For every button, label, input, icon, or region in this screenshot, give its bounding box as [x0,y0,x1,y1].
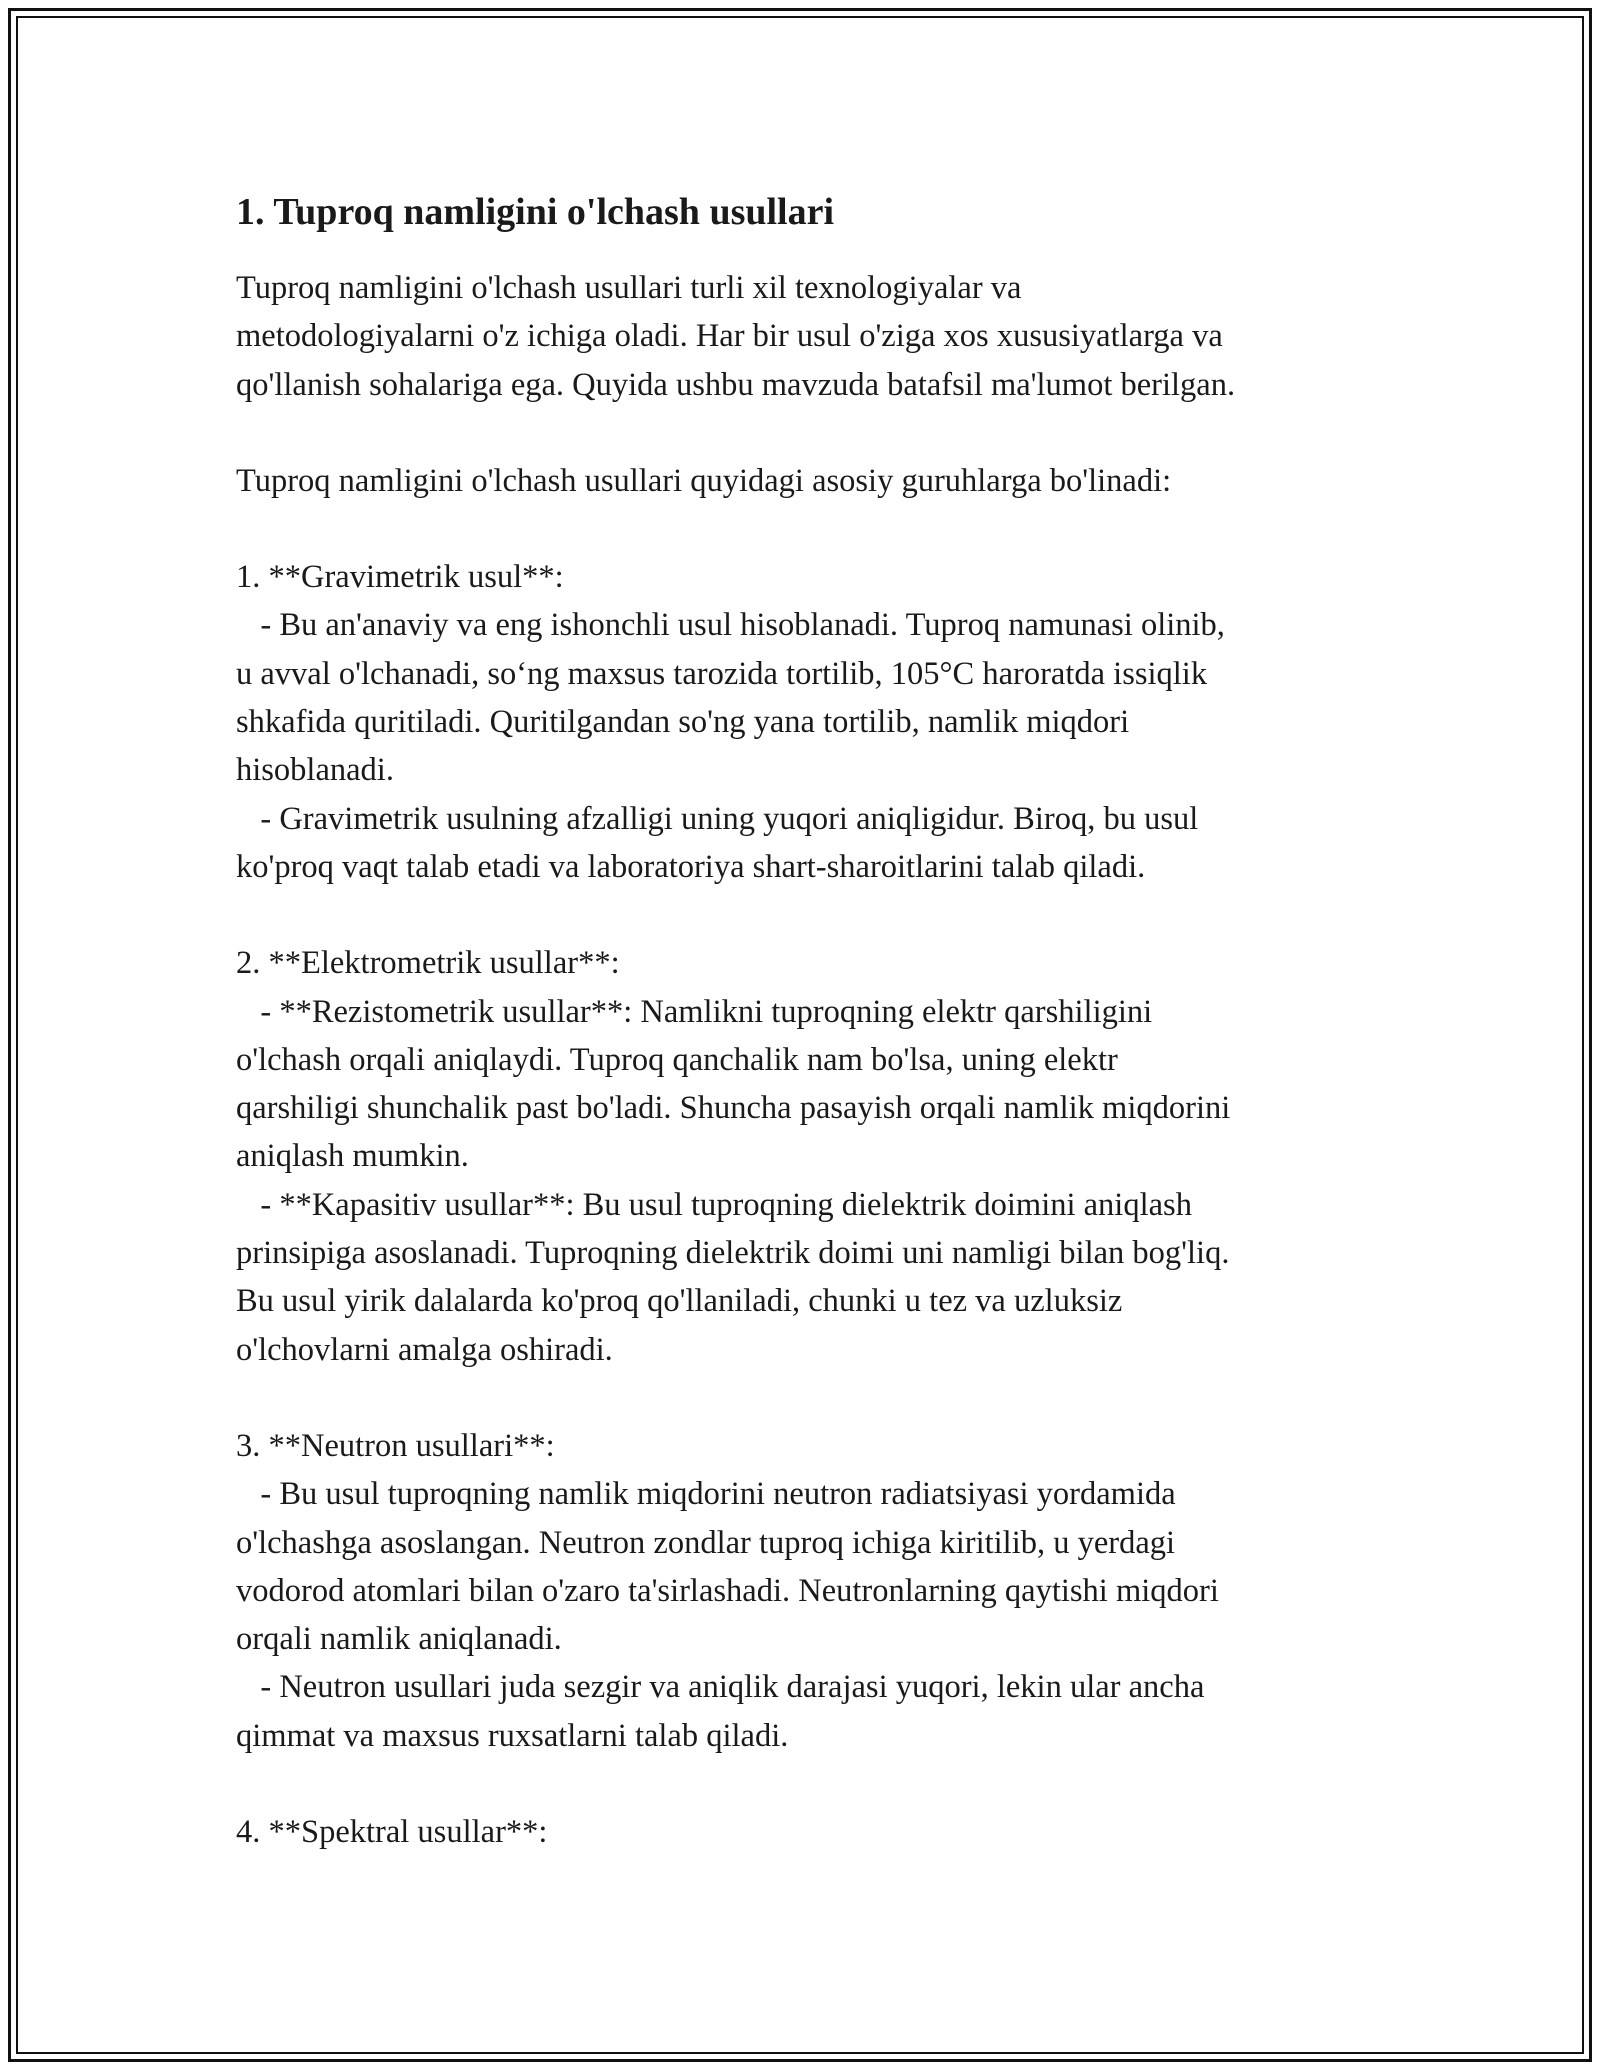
section-electrometric: 2. **Elektrometrik usullar**: - **Rezistometrik usullar**: Namlikni tuproqning elektr qarshiligini o'lchash orqali aniqlaydi. Tuproq qanchalik nam bo'lsa, uning elektr qarshiligi shunchalik past bo'ladi. Shuncha pasayish orqali namlik miqdorini aniqlash mumkin. - **Kapasitiv usullar**: Bu usul tuproqning dielektrik doimini aniqlash prinsipiga asoslanadi. Tuproqning dielektrik doimi uni namligi bilan bog'liq. Bu usul yirik dalalarda ko'proq qo'llaniladi, chunki u tez va uzluksiz o'lchovlarni amalga oshiradi. [236,945,1231,1368]
section-gravimetric: 1. **Gravimetrik usul**: - Bu an'anaviy va eng ishonchli usul hisoblanadi. Tuproq namunasi olinib, u avval o'lchanadi, so‘ng maxsus tarozida tortilib, 105°C haroratda issiqlik shkafida quritiladi. Quritilgandan so'ng yana tortilib, namlik miqdori hisoblanadi. - Gravimetrik usulning afzalligi uning yuqori aniqligidur. Biroq, bu usul ko'proq vaqt talab etadi va laboratoriya shart-sharoitlarini talab qiladi. [236,559,1225,885]
groups-intro-paragraph: Tuproq namligini o'lchash usullari quyidagi asosiy guruhlarga bo'linadi: [236,462,1172,499]
page-title: 1. Tuproq namligini o'lchash usullari [236,191,835,233]
section-spectral: 4. **Spektral usullar**: [236,1814,548,1851]
document-body [236,186,1386,1856]
intro-paragraph: Tuproq namligini o'lchash usullari turli xil texnologiyalar va metodologiyalarni o'z ichiga oladi. Har bir usul o'ziga xos xususiyatlarga va qo'llanish sohalariga ega. Quyida ushbu mavzuda batafsil ma'lumot berilgan. [236,270,1236,403]
section-neutron: 3. **Neutron usullari**: - Bu usul tuproqning namlik miqdorini neutron radiatsiyasi yordamida o'lchashga asoslangan. Neutron zondlar tuproq ichiga kiritilib, u yerdagi vodorod atomlari bilan o'zaro ta'sirlashadi. Neutronlarning qaytishi miqdori orqali namlik aniqlanadi. - Neutron usullari juda sezgir va aniqlik darajasi yuqori, lekin ular ancha qimmat va maxsus ruxsatlarni talab qiladi. [236,1427,1219,1754]
